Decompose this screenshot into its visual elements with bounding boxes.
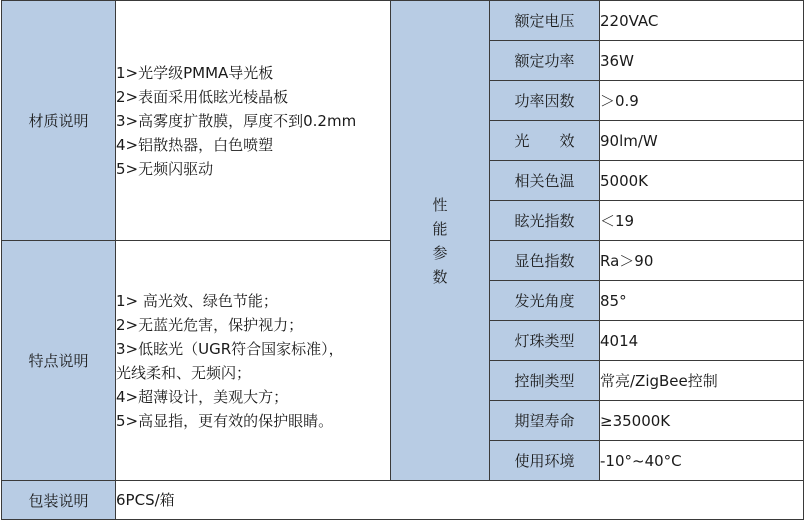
param-value: 220VAC xyxy=(600,1,804,41)
param-row xyxy=(2,1,804,41)
param-label: 控制类型 xyxy=(490,361,600,401)
features-content xyxy=(116,241,391,481)
param-label: 使用环境 xyxy=(490,441,600,481)
packaging-row xyxy=(2,481,804,520)
material-line: 3>高雾度扩散膜，厚度不到0.2mm xyxy=(116,111,357,130)
material-line: 5>无频闪驱动 xyxy=(116,159,214,178)
param-value: -10°~40°C xyxy=(600,441,804,481)
feature-line: 5>高显指，更有效的保护眼睛。 xyxy=(116,411,334,430)
feature-line: 2>无蓝光危害，保护视力； xyxy=(116,315,304,334)
param-value: 5000K xyxy=(600,161,804,201)
performance-params-header xyxy=(391,1,490,481)
param-label: 发光角度 xyxy=(490,281,600,321)
param-label: 功率因数 xyxy=(490,81,600,121)
header-char: 性 xyxy=(432,195,448,214)
material-line: 2>表面采用低眩光棱晶板 xyxy=(116,87,289,106)
param-label: 灯珠类型 xyxy=(490,321,600,361)
material-line: 1>光学级PMMA导光板 xyxy=(116,63,274,82)
features-label: 特点说明 xyxy=(2,241,116,481)
param-value: 常亮/ZigBee控制 xyxy=(600,361,804,401)
param-value: 90lm/W xyxy=(600,121,804,161)
feature-line: 1> 高光效、绿色节能； xyxy=(116,291,278,310)
param-value: 36W xyxy=(600,41,804,81)
param-value: 85° xyxy=(600,281,804,321)
feature-line: 4>超薄设计，美观大方； xyxy=(116,387,289,406)
param-value: ＜19 xyxy=(600,201,804,241)
header-char: 参 xyxy=(432,243,448,262)
param-label: 眩光指数 xyxy=(490,201,600,241)
param-value: 4014 xyxy=(600,321,804,361)
spec-table xyxy=(1,0,804,520)
param-value: Ra＞90 xyxy=(600,241,804,281)
param-label: 额定电压 xyxy=(490,1,600,41)
param-label: 光 效 xyxy=(490,121,600,161)
param-label: 显色指数 xyxy=(490,241,600,281)
header-char: 数 xyxy=(432,267,448,286)
feature-line: 光线柔和、无频闪； xyxy=(116,363,252,382)
param-label: 额定功率 xyxy=(490,41,600,81)
header-char: 能 xyxy=(432,219,448,238)
param-value: ＞0.9 xyxy=(600,81,804,121)
material-label: 材质说明 xyxy=(2,1,116,241)
param-value: ≥35000K xyxy=(600,401,804,441)
packaging-label: 包装说明 xyxy=(2,481,116,520)
material-line: 4>铝散热器，白色喷塑 xyxy=(116,135,274,154)
param-label: 相关色温 xyxy=(490,161,600,201)
material-content xyxy=(116,1,391,241)
feature-line: 3>低眩光（UGR符合国家标准）， xyxy=(116,339,344,358)
packaging-value: 6PCS/箱 xyxy=(116,481,804,520)
param-label: 期望寿命 xyxy=(490,401,600,441)
